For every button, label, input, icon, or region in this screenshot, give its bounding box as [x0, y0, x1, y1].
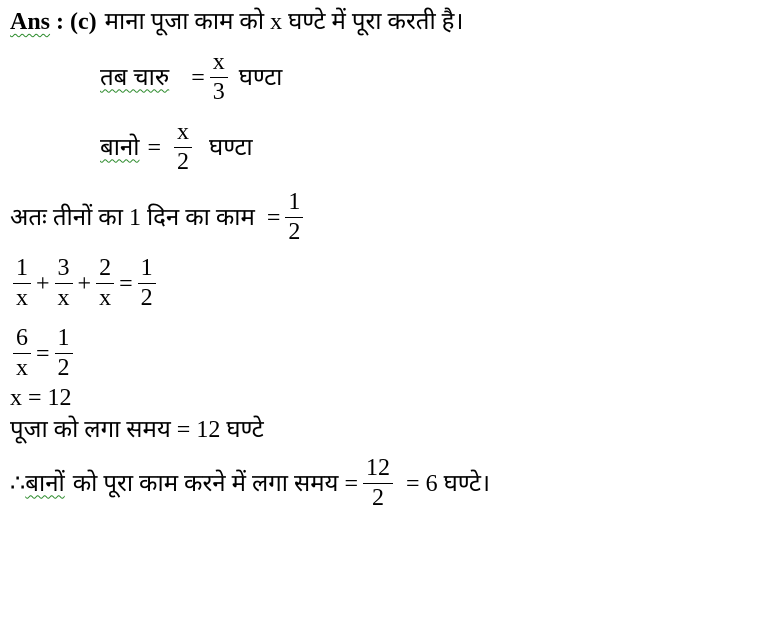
sum-fraction-2: [55, 256, 73, 311]
x-value: x = 12: [10, 385, 72, 411]
bano-fraction: [174, 120, 192, 175]
simplified-fraction-left: [13, 326, 31, 381]
final-denominator: 2: [372, 485, 385, 512]
simplified-right-numerator: 1: [57, 325, 70, 351]
sum-fraction-3-numerator: 2: [99, 255, 112, 281]
sum-fraction-2-numerator: 3: [57, 255, 70, 281]
pooja-time-line: [10, 418, 264, 442]
combined-fraction: [285, 190, 303, 245]
combined-numerator: 1: [288, 189, 301, 215]
charu-unit: घण्टा: [238, 64, 283, 91]
sum-fraction-3-denominator: x: [99, 285, 112, 312]
combined-denominator: 2: [288, 219, 301, 246]
bano-label: बानो: [100, 134, 140, 161]
charu-time-line: [100, 50, 282, 105]
sum-fraction-1-numerator: 1: [16, 255, 28, 281]
simplified-equals: =: [36, 340, 50, 367]
charu-fraction: [210, 50, 228, 105]
pooja-time-text: पूजा को लगा समय = 12 घण्टे: [10, 417, 264, 443]
x-value-line: [10, 386, 72, 410]
sum-fraction-1-denominator: x: [16, 285, 28, 312]
sum-equals: =: [119, 270, 133, 297]
plus-sign-1: +: [36, 270, 50, 297]
charu-label: तब चारु: [100, 64, 170, 91]
bano-denominator: 2: [177, 149, 190, 176]
bano-numerator: x: [177, 119, 190, 145]
charu-numerator: x: [212, 49, 225, 75]
final-equals: =: [344, 470, 359, 497]
simplified-left-denominator: x: [16, 355, 28, 382]
simplified-fraction-right: [55, 326, 73, 381]
sum-equation-line: [10, 256, 159, 311]
plus-sign-2: +: [77, 270, 92, 297]
charu-denominator: 3: [212, 79, 225, 106]
final-numerator: 12: [366, 455, 391, 481]
therefore-symbol: ∴: [10, 470, 26, 497]
answer-option: (c): [70, 9, 97, 35]
final-bano-label: बानों: [25, 470, 65, 497]
final-result: = 6 घण्टे।: [406, 470, 491, 497]
bano-time-line: [100, 120, 253, 175]
charu-equals: =: [191, 64, 205, 91]
sum-fraction-1: [13, 256, 31, 311]
sum-fraction-result: [138, 256, 156, 311]
answer-statement-line: [10, 10, 464, 34]
answer-colon: :: [50, 9, 71, 35]
assumption-text: माना पूजा काम को x घण्टे में पूरा करती है।: [104, 9, 464, 35]
simplified-equation-line: [10, 326, 76, 381]
sum-result-numerator: 1: [140, 255, 153, 281]
combined-work-line: [10, 190, 306, 245]
final-fraction: [363, 456, 393, 511]
final-answer-line: [10, 456, 490, 511]
final-text: को पूरा काम करने में लगा समय: [72, 470, 339, 497]
bano-equals: =: [147, 134, 162, 161]
sum-result-denominator: 2: [140, 285, 153, 312]
combined-equals: =: [266, 204, 281, 231]
combined-text: अतः तीनों का 1 दिन का काम: [10, 204, 255, 231]
answer-label: Ans: [10, 9, 51, 35]
simplified-right-denominator: 2: [57, 355, 70, 382]
simplified-left-numerator: 6: [16, 325, 28, 351]
bano-unit: घण्टा: [209, 134, 253, 161]
sum-fraction-2-denominator: x: [57, 285, 70, 312]
sum-fraction-3: [96, 256, 114, 311]
